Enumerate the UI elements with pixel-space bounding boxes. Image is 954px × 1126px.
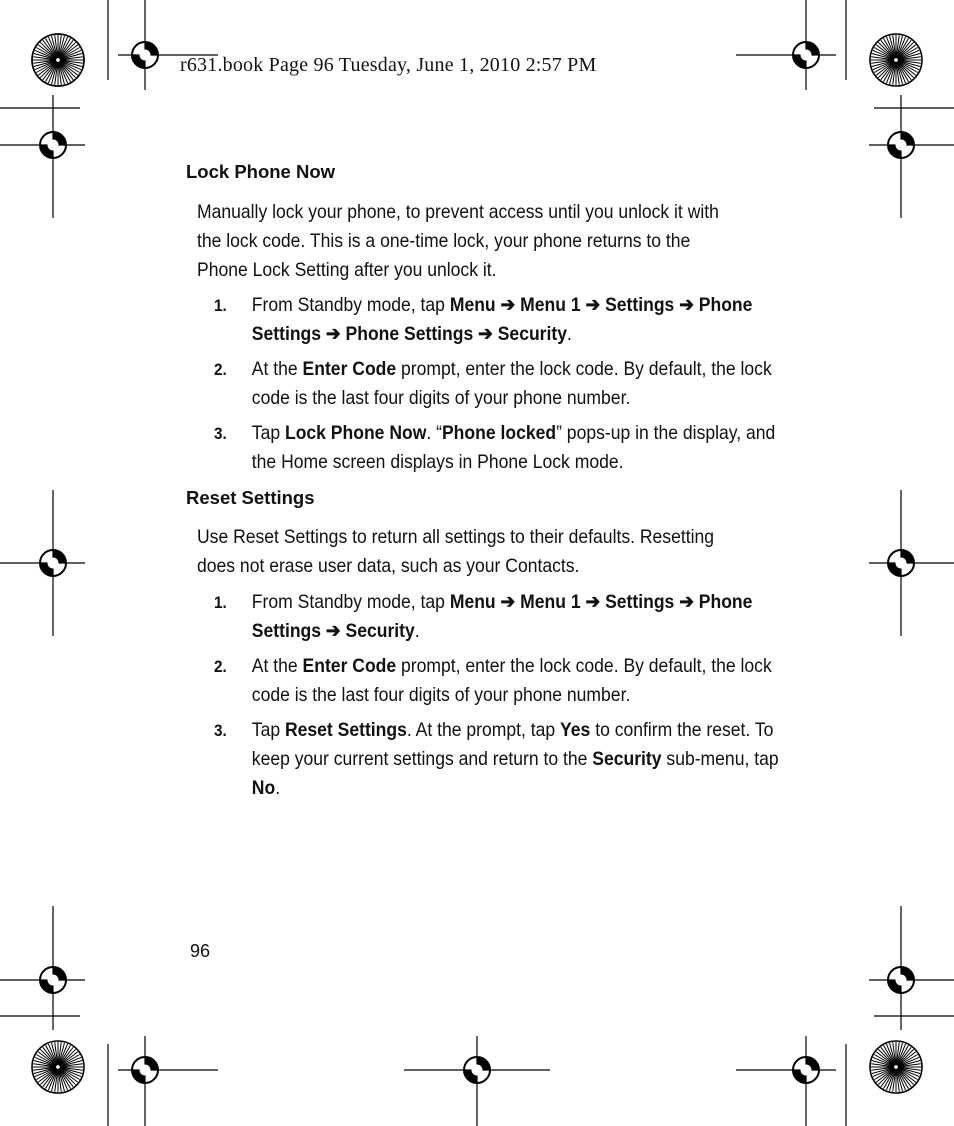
step-text: From Standby mode, tap Menu ➔ Menu 1 ➔ Settings ➔ Phone Settings ➔ Phone Settings ➔ Security. [251, 294, 753, 345]
page-number: 96 [190, 941, 211, 961]
section-title-lock-phone-now: Lock Phone Now [186, 161, 336, 182]
print-header: r631.book Page 96 Tuesday, June 1, 2010 2:57 PM [180, 54, 597, 76]
reset-step-3 [214, 716, 790, 803]
lock-intro-paragraph: Manually lock your phone, to prevent access until you unlock it with the lock code. This is a one-time lock, your phone returns to the Phone Lock Setting after you unlock it. [197, 201, 719, 281]
reset-intro-paragraph: Use Reset Settings to return all settings to their defaults. Resetting does not erase user data, such as your Contacts. [197, 526, 715, 577]
step-number: 3. [214, 721, 227, 740]
reset-step-1 [214, 588, 790, 646]
reset-step-2 [214, 652, 790, 710]
step-text: Tap Reset Settings. At the prompt, tap Yes to confirm the reset. To keep your current settings and return to the Security sub-menu, tap No. [251, 719, 779, 799]
lock-step-1 [214, 291, 790, 349]
step-number: 2. [214, 657, 227, 676]
step-number: 1. [214, 296, 227, 315]
step-text: From Standby mode, tap Menu ➔ Menu 1 ➔ Settings ➔ Phone Settings ➔ Security. [251, 591, 753, 642]
step-text: Tap Lock Phone Now. “Phone locked” pops-up in the display, and the Home screen displays in Phone Lock mode. [251, 422, 776, 473]
step-number: 1. [214, 593, 227, 612]
lock-step-2 [214, 355, 790, 413]
step-text: At the Enter Code prompt, enter the lock code. By default, the lock code is the last four digits of your phone number. [251, 358, 772, 409]
step-text: At the Enter Code prompt, enter the lock code. By default, the lock code is the last four digits of your phone number. [251, 655, 772, 706]
step-number: 3. [214, 424, 227, 443]
section-title-reset-settings: Reset Settings [186, 487, 315, 508]
lock-step-3 [214, 419, 790, 477]
step-number: 2. [214, 360, 227, 379]
